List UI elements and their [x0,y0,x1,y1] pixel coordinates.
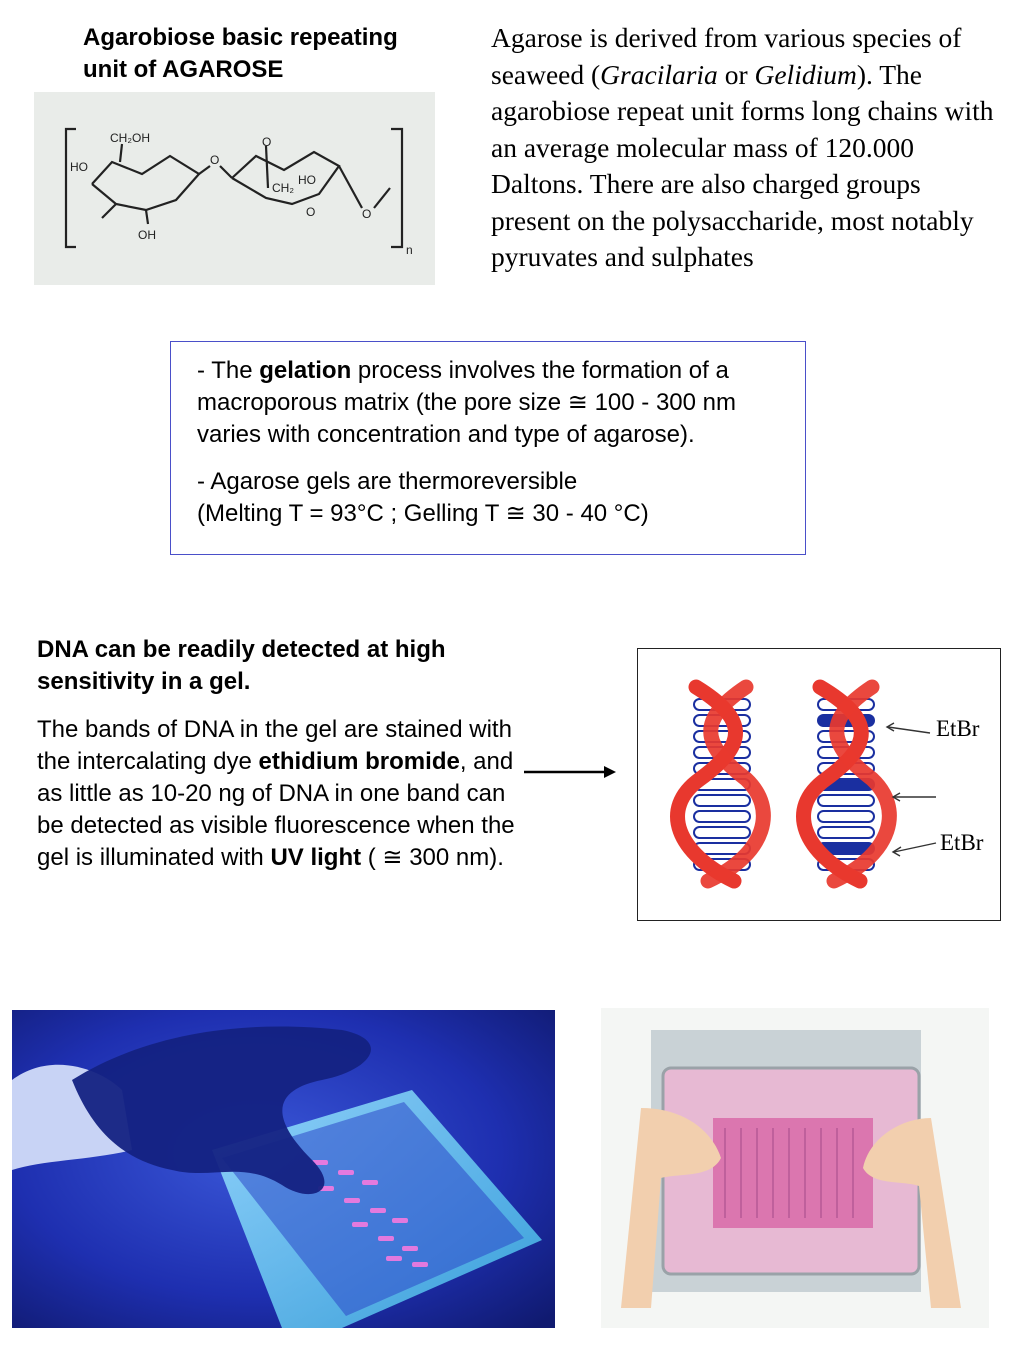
agarobiose-title [83,22,453,86]
intro-text-2: or [717,58,755,90]
agarobiose-structure-image [34,92,435,285]
label-o-ring-top: O [262,135,272,149]
dna-body-ethidium: ethidium bromide [258,748,460,775]
uv-gel-photo [12,1010,555,1328]
label-oh: OH [138,228,156,242]
agarobiose-title-line2: unit of AGAROSE [83,56,284,83]
label-ch2: CH₂ [272,181,294,195]
left-ring [92,156,199,210]
dna-detection-heading: DNA can be readily detected at high sensitivity in a gel. [37,636,446,695]
thermoreversible-line1: - Agarose gels are thermoreversible [197,468,578,495]
dna-intercalation-figure [637,648,1001,921]
right-ring [232,152,339,204]
label-ch2oh: CH₂OH [110,131,150,145]
dna-body-text-2: , and as little as 10-20 ng of DNA in one band can be detected as visible fluorescence when the gel is illuminated with [37,748,515,871]
dna-body-uv: UV light [270,844,362,871]
thermoreversible-paragraph [197,466,797,530]
etbr-label-bottom: EtBr [940,830,984,855]
dna-body-text-3: ( ≅ 300 nm). [361,844,504,871]
gelation-paragraph [197,355,797,451]
gel-tray-illustration [601,1008,989,1328]
label-n: n [406,243,413,257]
label-o-end: O [362,207,372,221]
pointer-arrows [887,723,936,856]
gelation-info-box [170,341,806,555]
uv-gel-illustration [12,1010,555,1328]
label-ho-right: HO [298,173,316,187]
intro-species-gelidium: Gelidium [754,58,857,90]
gelation-prefix: - The [197,357,260,384]
helix-unstained [678,687,764,881]
label-o-ring: O [306,205,316,219]
intro-text-3: ). The agarobiose repeat unit forms long chains with an average molecular mass of 120.000 Daltons. There are also charged groups present on the polysaccharide, most notably pyruvates and sulphates [491,58,994,272]
thermoreversible-line2: (Melting T = 93°C ; Gelling T ≅ 30 - 40 °C) [197,500,649,527]
intro-species-gracilaria: Gracilaria [600,58,718,90]
right-arrow-icon [520,760,620,784]
pink-gel [713,1118,873,1228]
label-ho-left: HO [70,160,88,174]
etbr-label-top: EtBr [936,716,980,741]
dna-detection-body [37,714,527,874]
intro-text-1: Agarose is derived from various species of seaweed ( [491,22,962,90]
left-bracket [66,129,76,247]
gelation-keyword: gelation [259,357,352,384]
gel-tray-photo [601,1008,989,1328]
label-o-bridge: O [210,153,220,167]
agarobiose-title-line1: Agarobiose basic repeating [83,24,398,51]
dna-helix-drawing [638,649,999,919]
gelation-text: process involves the formation of a macroporous matrix (the pore size ≅ 100 - 300 nm varies with concentration and type of agarose). [197,357,737,448]
dna-body-text-1: The bands of DNA in the gel are stained with the intercalating dye [37,716,512,775]
right-bracket [391,129,402,247]
agarose-intro-paragraph [491,20,1001,276]
helix-ethidium-stained [804,687,890,881]
agarobiose-structure-drawing [34,92,435,285]
